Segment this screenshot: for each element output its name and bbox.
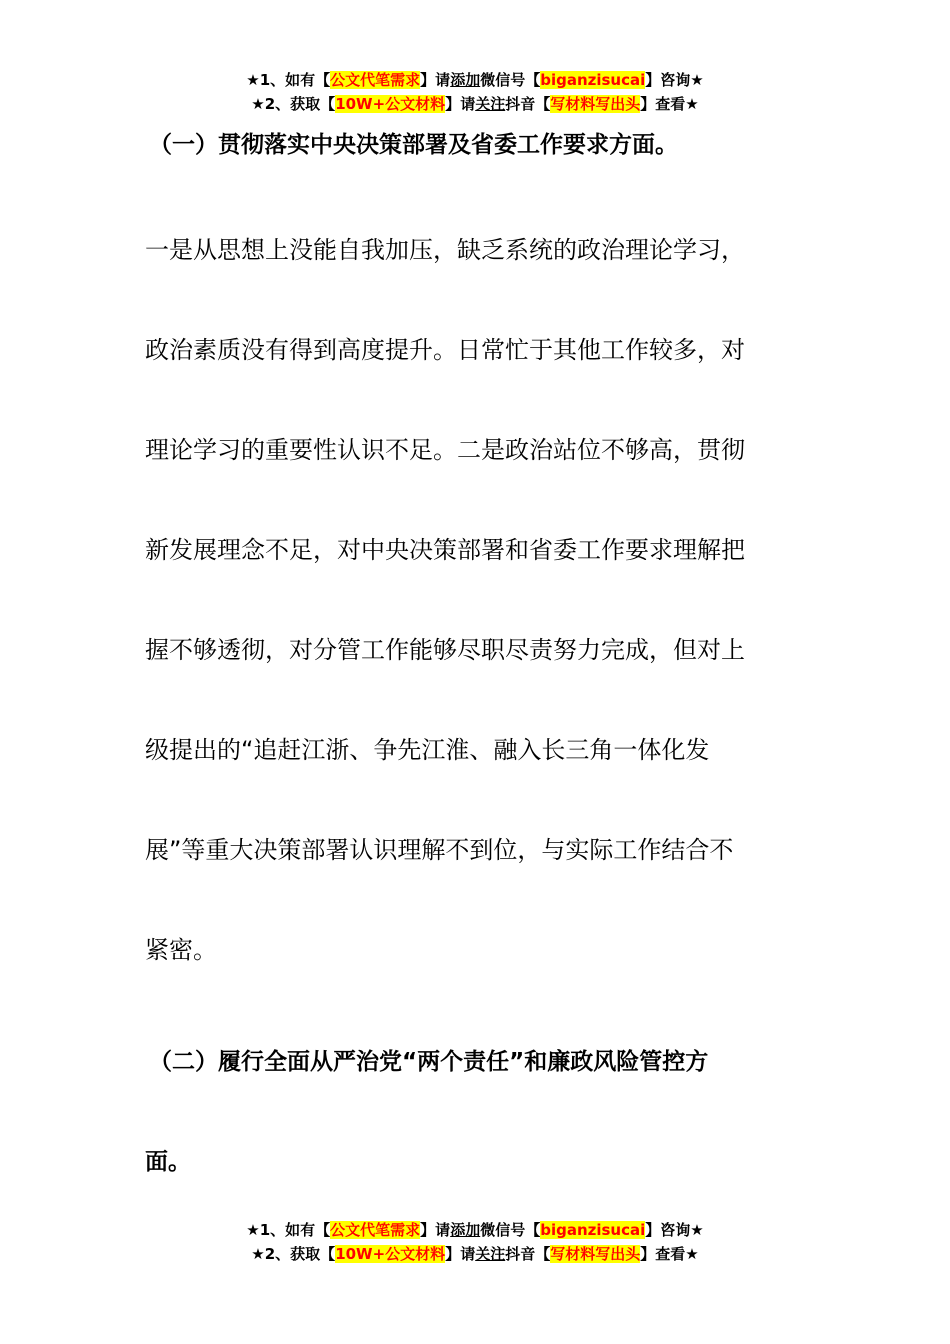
paragraph-line: 展”等重大决策部署认识理解不到位，与实际工作结合不 — [145, 836, 734, 864]
banner-underlined: 添加 — [450, 71, 481, 89]
paragraph-line: 新发展理念不足，对中央决策部署和省委工作要求理解把 — [145, 536, 745, 564]
footer-banner — [0, 1218, 950, 1266]
banner-text: 微信号【 — [480, 71, 541, 89]
banner-highlight: biganzisucai — [540, 1221, 646, 1239]
banner-text: ★1、如有【 — [246, 1221, 331, 1239]
banner-text: 抖音【 — [505, 1245, 551, 1263]
banner-line-1 — [0, 1218, 950, 1242]
banner-text: 】查看★ — [640, 1245, 699, 1263]
paragraph-line: 政治素质没有得到高度提升。日常忙于其他工作较多，对 — [145, 336, 745, 364]
banner-line-1 — [0, 68, 950, 92]
banner-text: 抖音【 — [505, 95, 551, 113]
banner-text: 】请 — [420, 1221, 451, 1239]
banner-underlined: 添加 — [450, 1221, 481, 1239]
banner-text: ★1、如有【 — [246, 71, 331, 89]
banner-line-2 — [0, 1242, 950, 1266]
banner-highlight: 10W+公文材料 — [335, 95, 446, 113]
section-heading-1: （一）贯彻落实中央决策部署及省委工作要求方面。 — [149, 132, 678, 158]
section-paragraph-1 — [145, 200, 805, 1000]
banner-highlight: 公文代笔需求 — [330, 71, 421, 89]
banner-text: 】咨询★ — [645, 1221, 704, 1239]
banner-highlight: 公文代笔需求 — [330, 1221, 421, 1239]
paragraph-line: 一是从思想上没能自我加压，缺乏系统的政治理论学习， — [145, 236, 745, 264]
banner-text: 】咨询★ — [645, 71, 704, 89]
banner-text: 】请 — [445, 1245, 476, 1263]
header-banner — [0, 68, 950, 116]
banner-text: 微信号【 — [480, 1221, 541, 1239]
banner-text: ★2、获取【 — [251, 95, 336, 113]
banner-highlight: 10W+公文材料 — [335, 1245, 446, 1263]
banner-highlight: 写材料写出头 — [550, 1245, 641, 1263]
banner-text: 】请 — [420, 71, 451, 89]
paragraph-line: 理论学习的重要性认识不足。二是政治站位不够高，贯彻 — [145, 436, 745, 464]
heading-line: （二）履行全面从严治党“两个责任”和廉政风险管控方 — [149, 1049, 709, 1075]
paragraph-line: 级提出的“追赶江浙、争先江淮、融入长三角一体化发 — [145, 736, 710, 764]
banner-text: 】请 — [445, 95, 476, 113]
heading-line: 面。 — [145, 1149, 191, 1175]
paragraph-line: 握不够透彻，对分管工作能够尽职尽责努力完成，但对上 — [145, 636, 745, 664]
banner-underlined: 关注 — [475, 95, 506, 113]
banner-text: 】查看★ — [640, 95, 699, 113]
banner-highlight: 写材料写出头 — [550, 95, 641, 113]
paragraph-line: 紧密。 — [145, 936, 217, 964]
banner-highlight: biganzisucai — [540, 71, 646, 89]
banner-text: ★2、获取【 — [251, 1245, 336, 1263]
banner-underlined: 关注 — [475, 1245, 506, 1263]
document-body — [145, 120, 805, 1212]
section-heading-2 — [145, 1012, 805, 1212]
banner-line-2 — [0, 92, 950, 116]
